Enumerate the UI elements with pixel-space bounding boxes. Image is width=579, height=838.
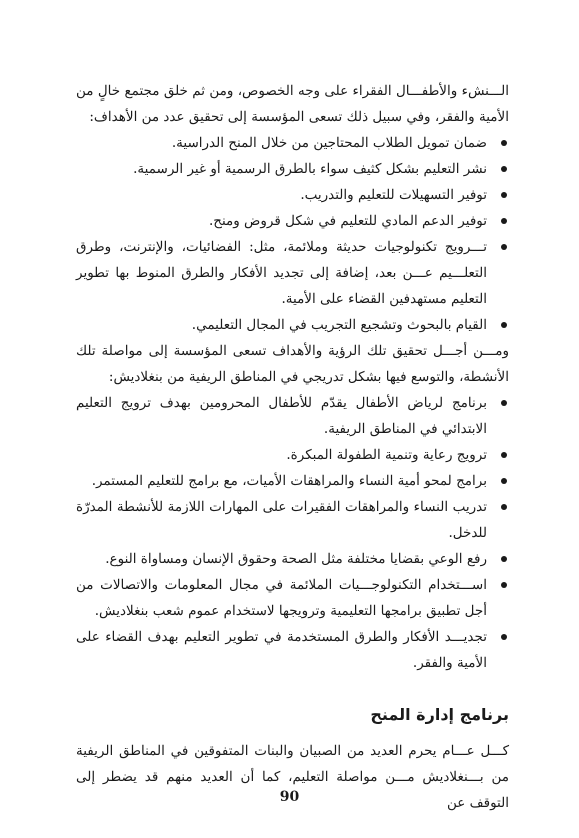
list-item-text: القيام بالبحوث وتشجيع التجريب في المجال التعليمي.: [191, 317, 487, 333]
page-number: 90: [279, 789, 300, 805]
intro-paragraph: الـــنشء والأطفـــال الفقراء على وجه الخصوص، ومن ثم خلق مجتمع خالٍ من الأمية والفقر، وفي سبيل ذلك تسعى المؤسسة إلى تحقيق عدد من الأهداف:: [76, 83, 509, 125]
transition-paragraph: ومـــن أجـــل تحقيق تلك الرؤية والأهداف تسعى المؤسسة إلى مواصلة تلك الأنشطة، والتوسع فيها بشكل تدريجي في المناطق الريفية من بنغلاديش:: [76, 343, 509, 385]
bullet-icon: [501, 244, 507, 250]
list-item: [76, 390, 509, 442]
list-item: [76, 156, 509, 182]
list-item-text: رفع الوعي بقضايا مختلفة مثل الصحة وحقوق الإنسان ومساواة النوع.: [105, 551, 487, 567]
list-item-text: ضمان تمويل الطلاب المحتاجين من خلال المنح الدراسية.: [171, 135, 487, 151]
list-item: [76, 208, 509, 234]
list-item: [76, 130, 509, 156]
list-item: [76, 468, 509, 494]
list-item-text: نشر التعليم بشكل كثيف سواء بالطرق الرسمية أو غير الرسمية.: [133, 161, 487, 177]
list-item-text: تدريب النساء والمراهقات الفقيرات على المهارات اللازمة للأنشطة المدرّة للدخل.: [76, 499, 487, 541]
bullet-icon: [501, 166, 507, 172]
bullet-icon: [501, 634, 507, 640]
bullet-icon: [501, 218, 507, 224]
list-item: [76, 234, 509, 312]
list-item: [76, 182, 509, 208]
list-item: [76, 442, 509, 468]
bullet-icon: [501, 556, 507, 562]
list-item: [76, 624, 509, 676]
list-item: [76, 572, 509, 624]
bullet-icon: [501, 582, 507, 588]
list-item-text: توفير الدعم المادي للتعليم في شكل قروض ومنح.: [208, 213, 487, 229]
list-item: [76, 312, 509, 338]
list-item-text: برامج لمحو أمية النساء والمراهقات الأميات، مع برامج للتعليم المستمر.: [91, 473, 487, 489]
list-item-text: تـــرويج تكنولوجيات حديثة وملائمة، مثل: الفضائيات، والإنترنت، وطرق التعلـــيم عـــن بعد، إضافة إلى تجديد الأفكار والطرق المنوط بها تطوير التعليم مستهدفين القضاء على الأمية.: [76, 239, 487, 307]
list-item-text: برنامج لرياض الأطفال يقدّم للأطفال المحرومين بهدف ترويج التعليم الابتدائي في المناطق الريفية.: [76, 395, 487, 437]
bullet-icon: [501, 504, 507, 510]
list-item: [76, 494, 509, 546]
activities-list: [76, 390, 509, 676]
section-heading: برنامج إدارة المنح: [370, 705, 509, 724]
bullet-icon: [501, 400, 507, 406]
list-item-text: اســـتخدام التكنولوجـــيات الملائمة في مجال المعلومات والاتصالات من أجل تطبيق برامجها التعليمية وترويجها لاستخدام عموم شعب بنغلاديش.: [76, 577, 487, 619]
bullet-icon: [501, 140, 507, 146]
list-item-text: ترويج رعاية وتنمية الطفولة المبكرة.: [286, 447, 487, 463]
bullet-icon: [501, 452, 507, 458]
bullet-icon: [501, 192, 507, 198]
list-item-text: تجديـــد الأفكار والطرق المستخدمة في تطوير التعليم بهدف القضاء على الأمية والفقر.: [76, 629, 487, 671]
list-item-text: توفير التسهيلات للتعليم والتدريب.: [300, 187, 487, 203]
bullet-icon: [501, 478, 507, 484]
section-paragraph: كـــل عـــام يحرم العديد من الصبيان والبنات المتفوقين في المناطق الريفية من بـــنغلاديش مـــن مواصلة التعليم، كما أن العديد منهم قد يضطر إلى التوقف عن: [76, 743, 509, 811]
goals-list: [76, 130, 509, 338]
bullet-icon: [501, 322, 507, 328]
list-item: [76, 546, 509, 572]
